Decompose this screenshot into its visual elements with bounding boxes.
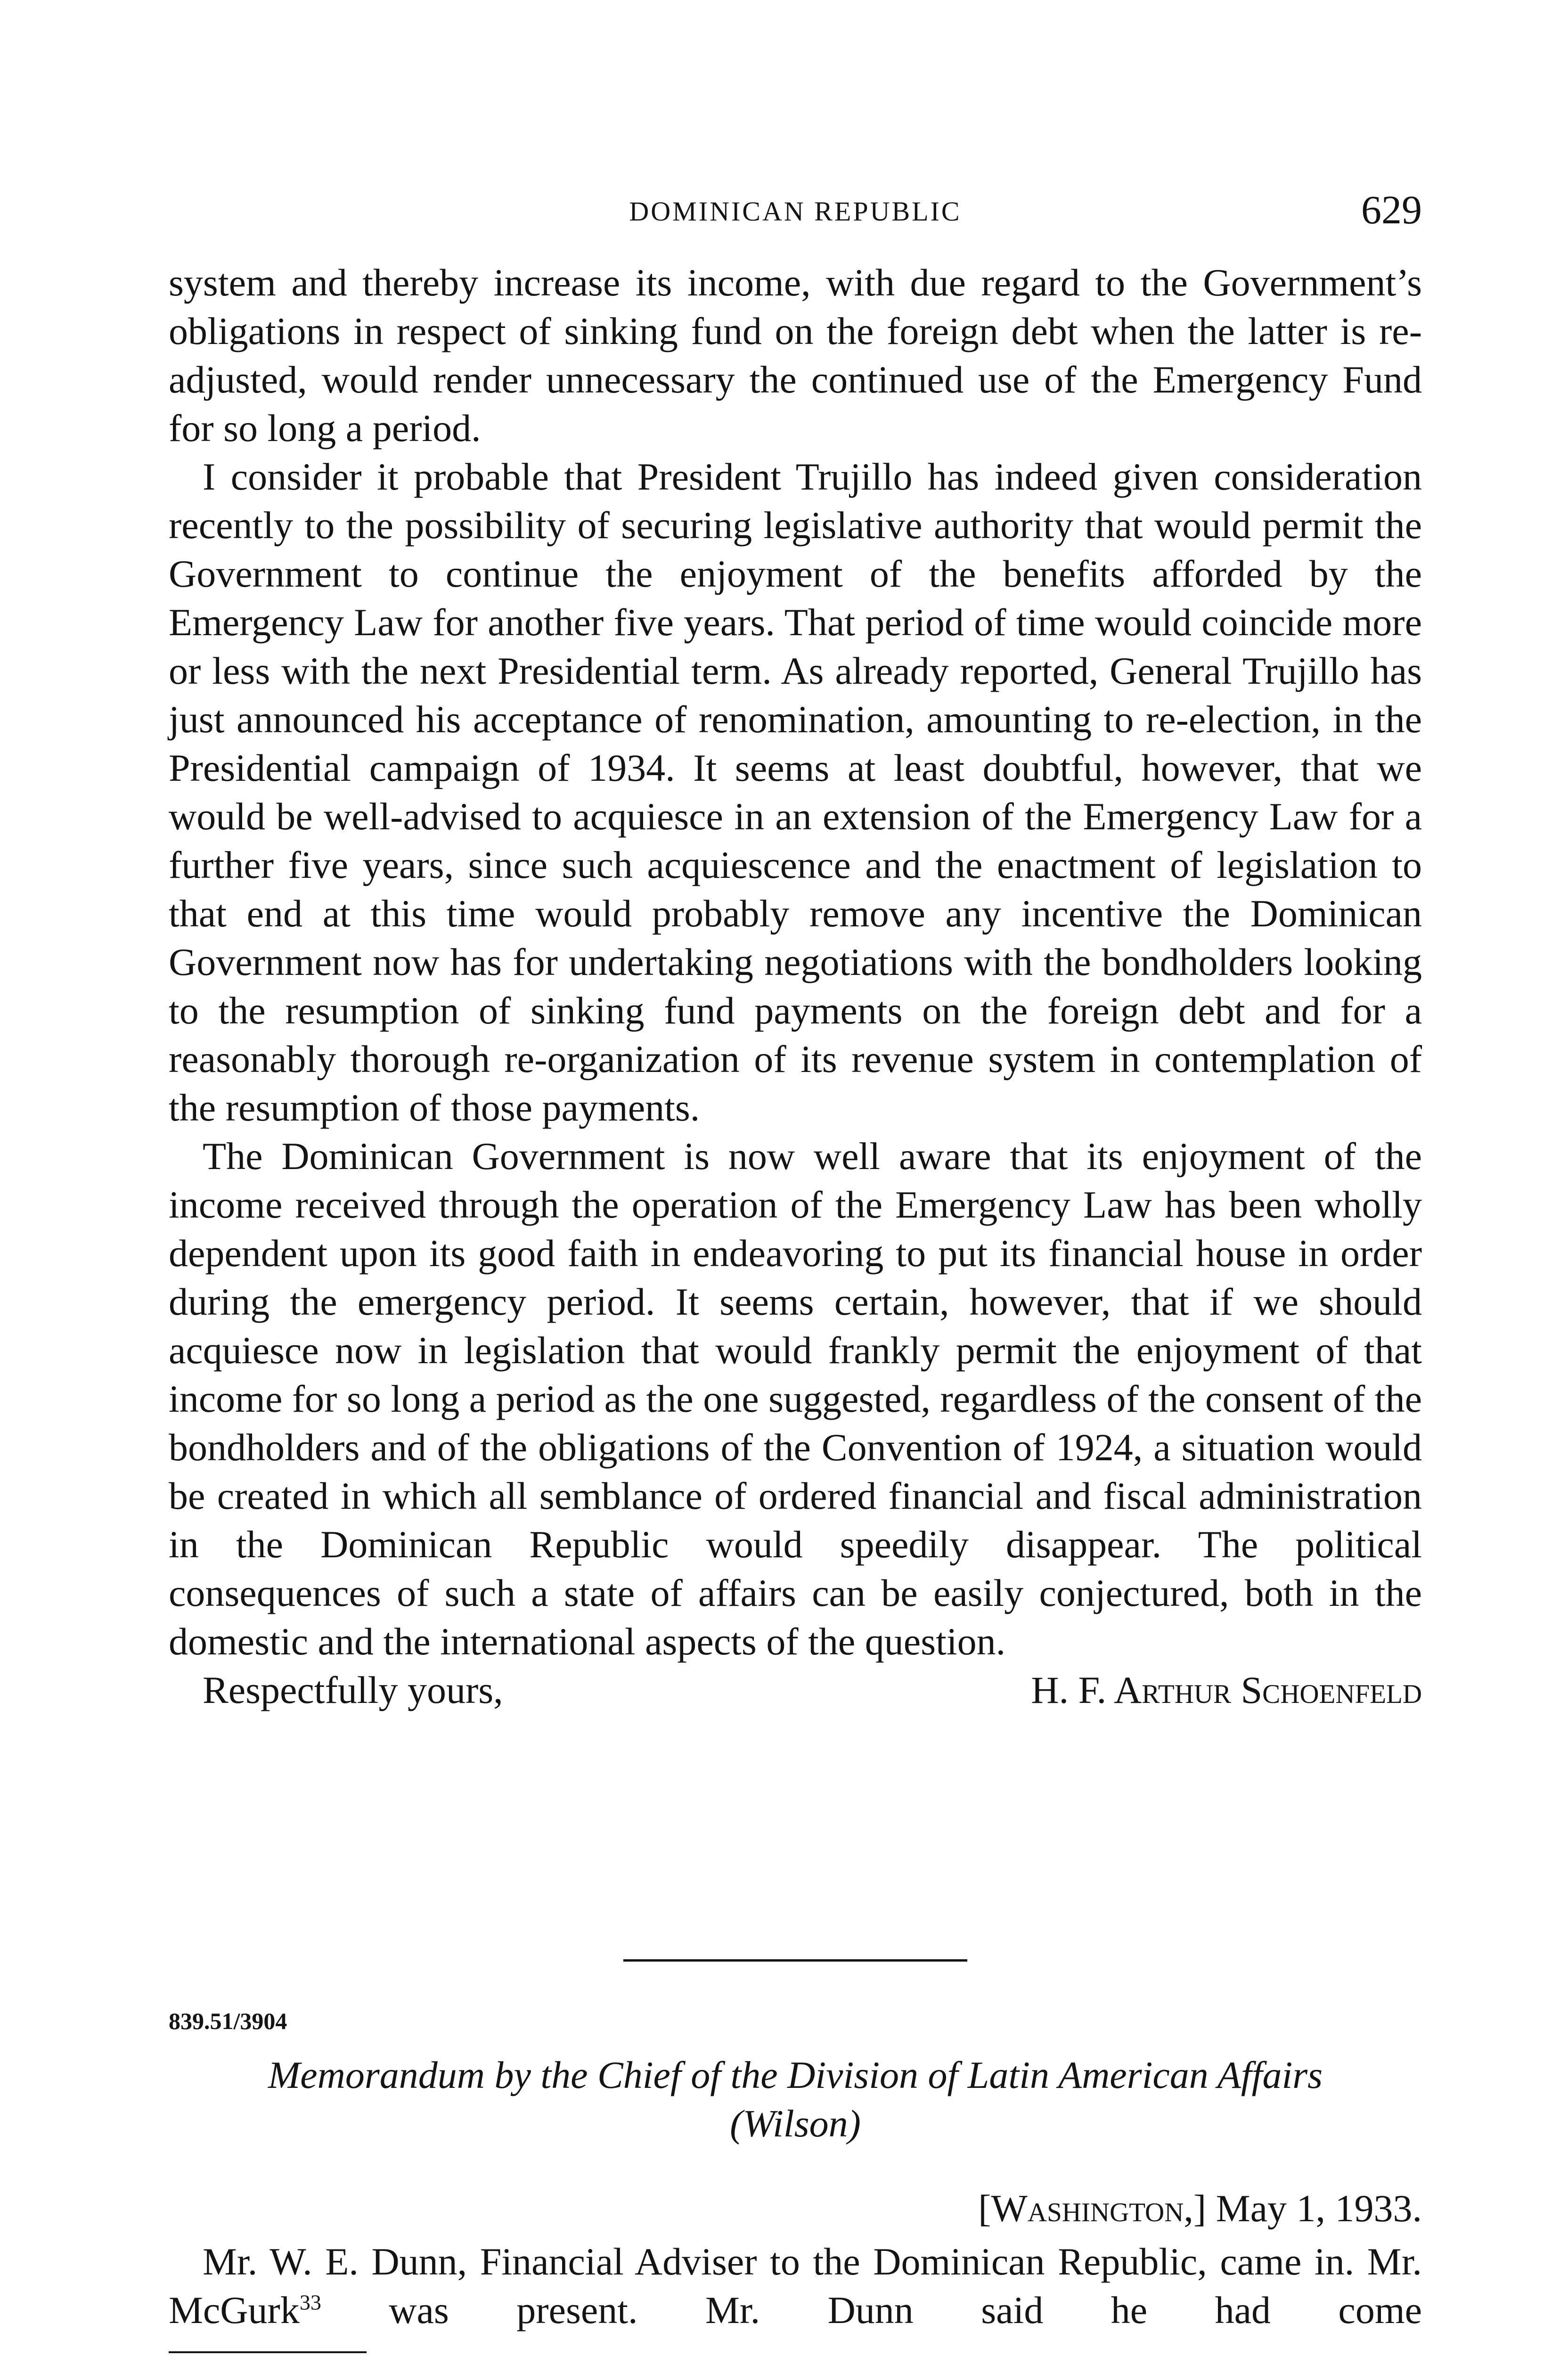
document-title-line: (Wilson): [730, 2102, 861, 2145]
signature: H. F. Arthur Schoenfeld: [1031, 1669, 1422, 1711]
letter-closing: [169, 1666, 1422, 1714]
file-number: 839.51/3904: [169, 2008, 287, 2034]
memo-text-after-note: was present. Mr. Dunn said he had come: [389, 2289, 1422, 2331]
memo-text-before-note: Mr. W. E. Dunn, Financial Adviser to the Dominican Republic, came in. Mr. McGurk: [169, 2240, 1422, 2331]
document-page: [169, 0, 1422, 2356]
footnote-reference: 33: [299, 2290, 321, 2315]
letter-body: [169, 258, 1422, 1714]
memo-paragraph: [169, 2237, 1422, 2334]
footnote-rule: [169, 2351, 367, 2353]
letter-paragraph: I consider it probable that President Trujillo has indeed given consideration recently to the possibility of securing legislative authority that would permit the Government to continue the enjoyment of the benefits afforded by the Emergency Law for another five years. That period of time would coincide more or less with the next Presidential term. As already reported, General Trujillo has just announced his acceptance of renomination, amounting to re-election, in the Presidential campaign of 1934. It seems at least doubtful, however, that we would be well-advised to acquiesce in an extension of the Emergency Law for a further five years, since such acquiescence and the enactment of legislation to that end at this time would probably remove any incentive the Dominican Government now has for undertaking negotiations with the bondholders looking to the resumption of sinking fund payments on the foreign debt and for a reasonably thorough re-organization of its revenue system in contemplation of the resumption of those payments.: [169, 455, 1422, 1129]
complimentary-close: Respectfully yours,: [203, 1669, 503, 1711]
letter-paragraph: The Dominican Government is now well aware that its enjoyment of the income received through the operation of the Emergency Law has been wholly dependent upon its good faith in endeavoring to put its financial house in order during the emergency period. It seems certain, however, that if we should acquiesce now in legislation that would frankly permit the enjoyment of that income for so long a period as the one suggested, regardless of the consent of the bondholders and of the obligations of the Convention of 1924, a situation would be created in which all semblance of ordered financial and fiscal administration in the Dominican Republic would speedily disappear. The political consequences of such a state of affairs can be easily conjectured, both in the domestic and the international aspects of the question.: [169, 1135, 1422, 1663]
running-title: DOMINICAN REPUBLIC: [629, 196, 962, 227]
dateline-place: [Washington,]: [978, 2187, 1207, 2230]
letter-paragraph: system and thereby increase its income, with due regard to the Government’s obligations in respect of sinking fund on the foreign debt when the latter is re-adjusted, would render unnecessary the continued use of the Emergency Fund for so long a period.: [169, 261, 1422, 450]
document-title: [169, 2051, 1422, 2148]
running-head: [169, 186, 1422, 238]
document-title-line: Memorandum by the Chief of the Division of Latin American Affairs: [268, 2053, 1323, 2096]
page-number: 629: [1361, 187, 1422, 232]
memo-body: [169, 2237, 1422, 2334]
section-divider: [623, 1959, 967, 1962]
dateline: [978, 2186, 1422, 2231]
dateline-date: May 1, 1933.: [1216, 2187, 1422, 2230]
